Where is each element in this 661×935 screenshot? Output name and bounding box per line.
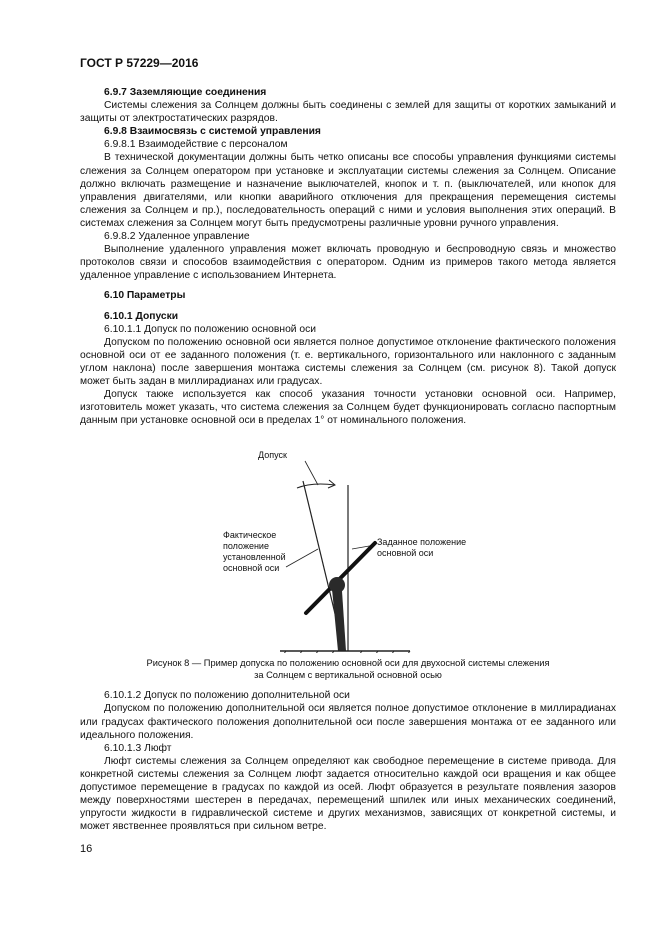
figure-8-caption: Рисунок 8 — Пример допуска по положению основной оси для двухосной системы слежения за Солнцем с вертикальной основной осью	[146, 658, 550, 681]
page-number: 16	[80, 843, 93, 855]
document-header-id: ГОСТ Р 57229—2016	[80, 56, 199, 70]
actual-axis-label: Фактическое положение установленной основной оси	[223, 530, 286, 574]
tolerance-leader	[305, 461, 318, 485]
actual-axis-leader	[286, 549, 318, 567]
tolerance-label: Допуск	[258, 450, 287, 461]
figure-8-drawing	[80, 433, 616, 653]
section-6-10-1-1-title: 6.10.1.1 Допуск по положению основной оси	[104, 323, 317, 335]
section-6-10-1-3-paragraph: Люфт системы слежения за Солнцем определяют как свободное перемещение в системе привода. Для конкретной системы слежения за Солнцем люфт задается относительно каждой оси вращения и как общее допустимое перемещение в градусах по каждой из осей. Люфт образуется в результате появления зазоров между поверхностями шестерен в передачах, перемещений шпилек или иных механических соединений, упругости жидкости в гидравлической системе и других механизмов, зависящих от конкретной системы, и может явственнее проявляться при сильном ветре.	[80, 755, 616, 833]
section-6-10-1-1-paragraph-1: Допуском по положению основной оси является полное допустимое отклонение фактического положения основной оси от ее заданного положения (т. е. вертикального, горизонтального или наклонного с заданным углом наклона) после завершения монтажа системы слежения за Солнцем (см. рисунок 8). Такой допуск может быть задан в миллирадианах или градусах.	[80, 336, 616, 387]
section-6-10-1-3-title: 6.10.1.3 Люфт	[104, 742, 172, 754]
section-6-10-1-1-paragraph-2: Допуск также используется как способ указания точности установки основной оси. Например, изготовитель может указать, что система слежения за Солнцем будет функционировать согласно паспортным данным при установке основной оси в пределах 1° от номинального положения.	[80, 389, 616, 427]
figure-8	[80, 433, 616, 653]
section-6-10-title: 6.10 Параметры	[104, 290, 186, 302]
section-6-9-7-title: 6.9.7 Заземляющие соединения	[104, 87, 267, 98]
tracker-post	[332, 589, 346, 651]
section-6-9-8-2-title: 6.9.8.2 Удаленное управление	[104, 231, 250, 243]
section-6-9-8-1-title: 6.9.8.1 Взаимодействие с персоналом	[104, 139, 288, 151]
section-6-9-8-1-paragraph: В технической документации должны быть четко описаны все способы управления функциями системы слежения за Солнцем оператором при установке и эксплуатации системы слежения за Солнцем. Описание должно включать размещение и назначение выключателей, кнопок и т. п. (выключателей, или кнопок для управления двигателями, или кнопки аварийного отключения для прекращения перемещения системы слежения за Солнцем и пр.), последовательность операций с ними и условия выполнения этих операций. В системах слежения за Солнцем могут быть предусмотрены различные уровни ручного управления.	[80, 152, 616, 229]
nominal-axis-label: Заданное положение основной оси	[377, 537, 467, 559]
section-6-9-8-title: 6.9.8 Взаимосвязь с системой управления	[104, 126, 321, 138]
section-6-10-1-2-paragraph: Допуском по положению дополнительной оси является полное допустимое отклонение в миллирадианах или градусах фактического положения дополнительной оси после завершения монтажа от ее заданного или идеального положения.	[80, 703, 616, 741]
page-content	[80, 86, 616, 833]
section-6-10-1-title: 6.10.1 Допуски	[104, 310, 179, 322]
section-6-9-8-2-paragraph: Выполнение удаленного управления может включать проводную и беспроводную связь и множество протоколов связи и способов взаимодействия с оператором. Одним из примеров такого метода является удаленное управление с использованием Интернета.	[80, 244, 616, 282]
section-6-9-7-paragraph: Системы слежения за Солнцем должны быть соединены с землей для защиты от коротких замыканий и защиты от электростатических разрядов.	[80, 100, 616, 125]
section-6-10-1-2-title: 6.10.1.2 Допуск по положению дополнительной оси	[104, 690, 350, 702]
